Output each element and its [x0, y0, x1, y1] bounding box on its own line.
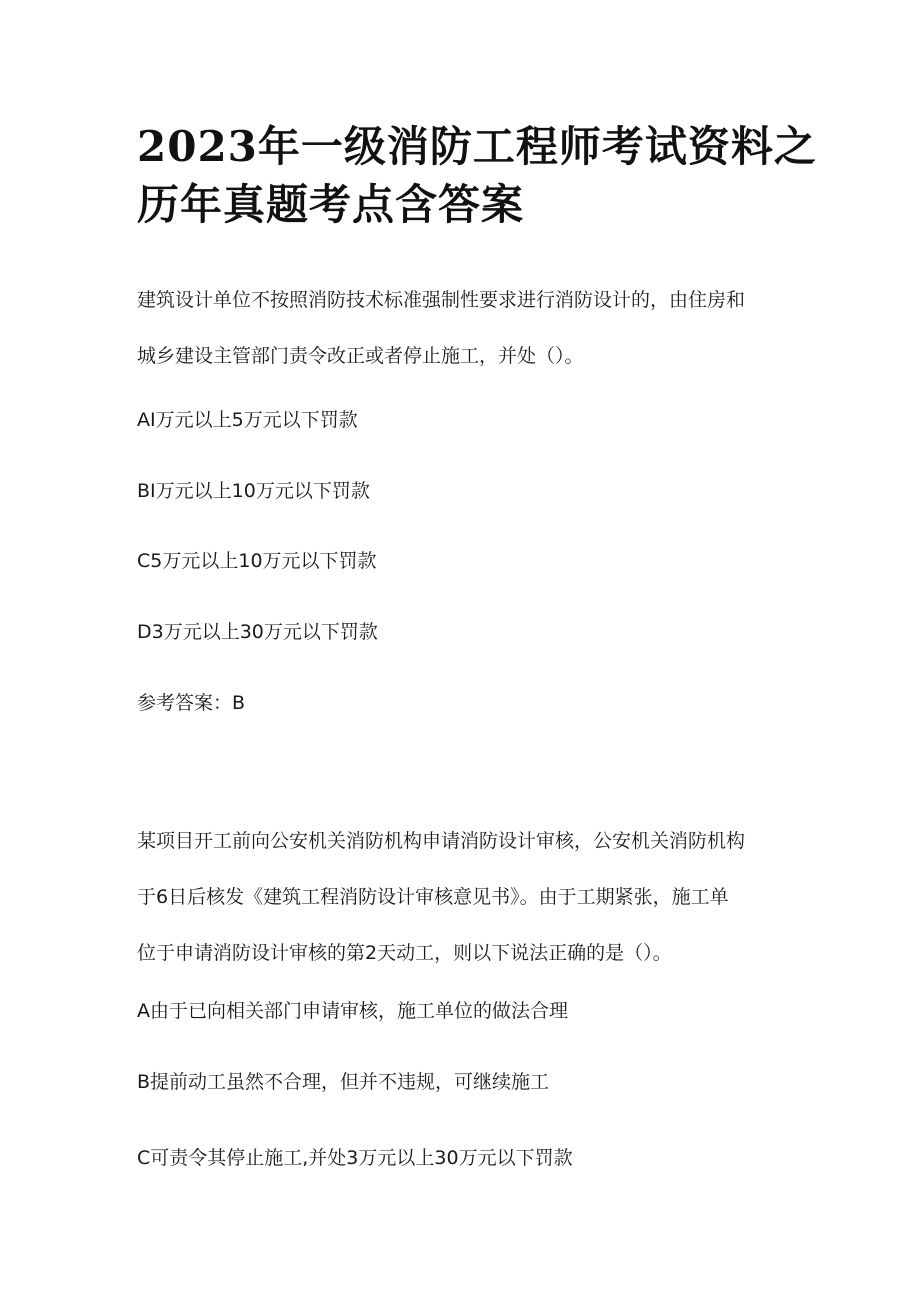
- stem-line: 某项目开工前向公安机关消防机构申请消防设计审核，公安机关消防机构: [137, 830, 746, 852]
- question-1-option-b: BI万元以上10万元以下罚款: [137, 480, 370, 502]
- stem-line: 于6日后核发《建筑工程消防设计审核意见书》。由于工期紧张，施工单: [137, 886, 729, 908]
- question-2-option-a: A由于已向相关部门申请审核，施工单位的做法合理: [137, 1000, 568, 1022]
- question-1-option-a: AI万元以上5万元以下罚款: [137, 409, 358, 431]
- question-2-option-b: B提前动工虽然不合理，但并不违规，可继续施工: [137, 1071, 550, 1093]
- question-1-stem: [137, 272, 745, 384]
- stem-line: 城乡建设主管部门责令改正或者停止施工，并处（）。: [137, 345, 584, 367]
- document-title: [137, 118, 817, 234]
- question-2-option-c: C可责令其停止施工,并处3万元以上30万元以下罚款: [137, 1147, 573, 1169]
- stem-line: 建筑设计单位不按照消防技术标准强制性要求进行消防设计的，由住房和: [137, 289, 746, 311]
- title-line: 历年真题考点含答案: [137, 180, 525, 229]
- question-1-answer: 参考答案：B: [137, 692, 246, 714]
- question-1-option-d: D3万元以上30万元以下罚款: [137, 621, 378, 643]
- title-line: 2023年一级消防工程师考试资料之: [137, 122, 817, 171]
- question-2-stem: [137, 813, 745, 981]
- question-1-option-c: C5万元以上10万元以下罚款: [137, 550, 377, 572]
- stem-line: 位于申请消防设计审核的第2天动工，则以下说法正确的是（）。: [137, 942, 672, 964]
